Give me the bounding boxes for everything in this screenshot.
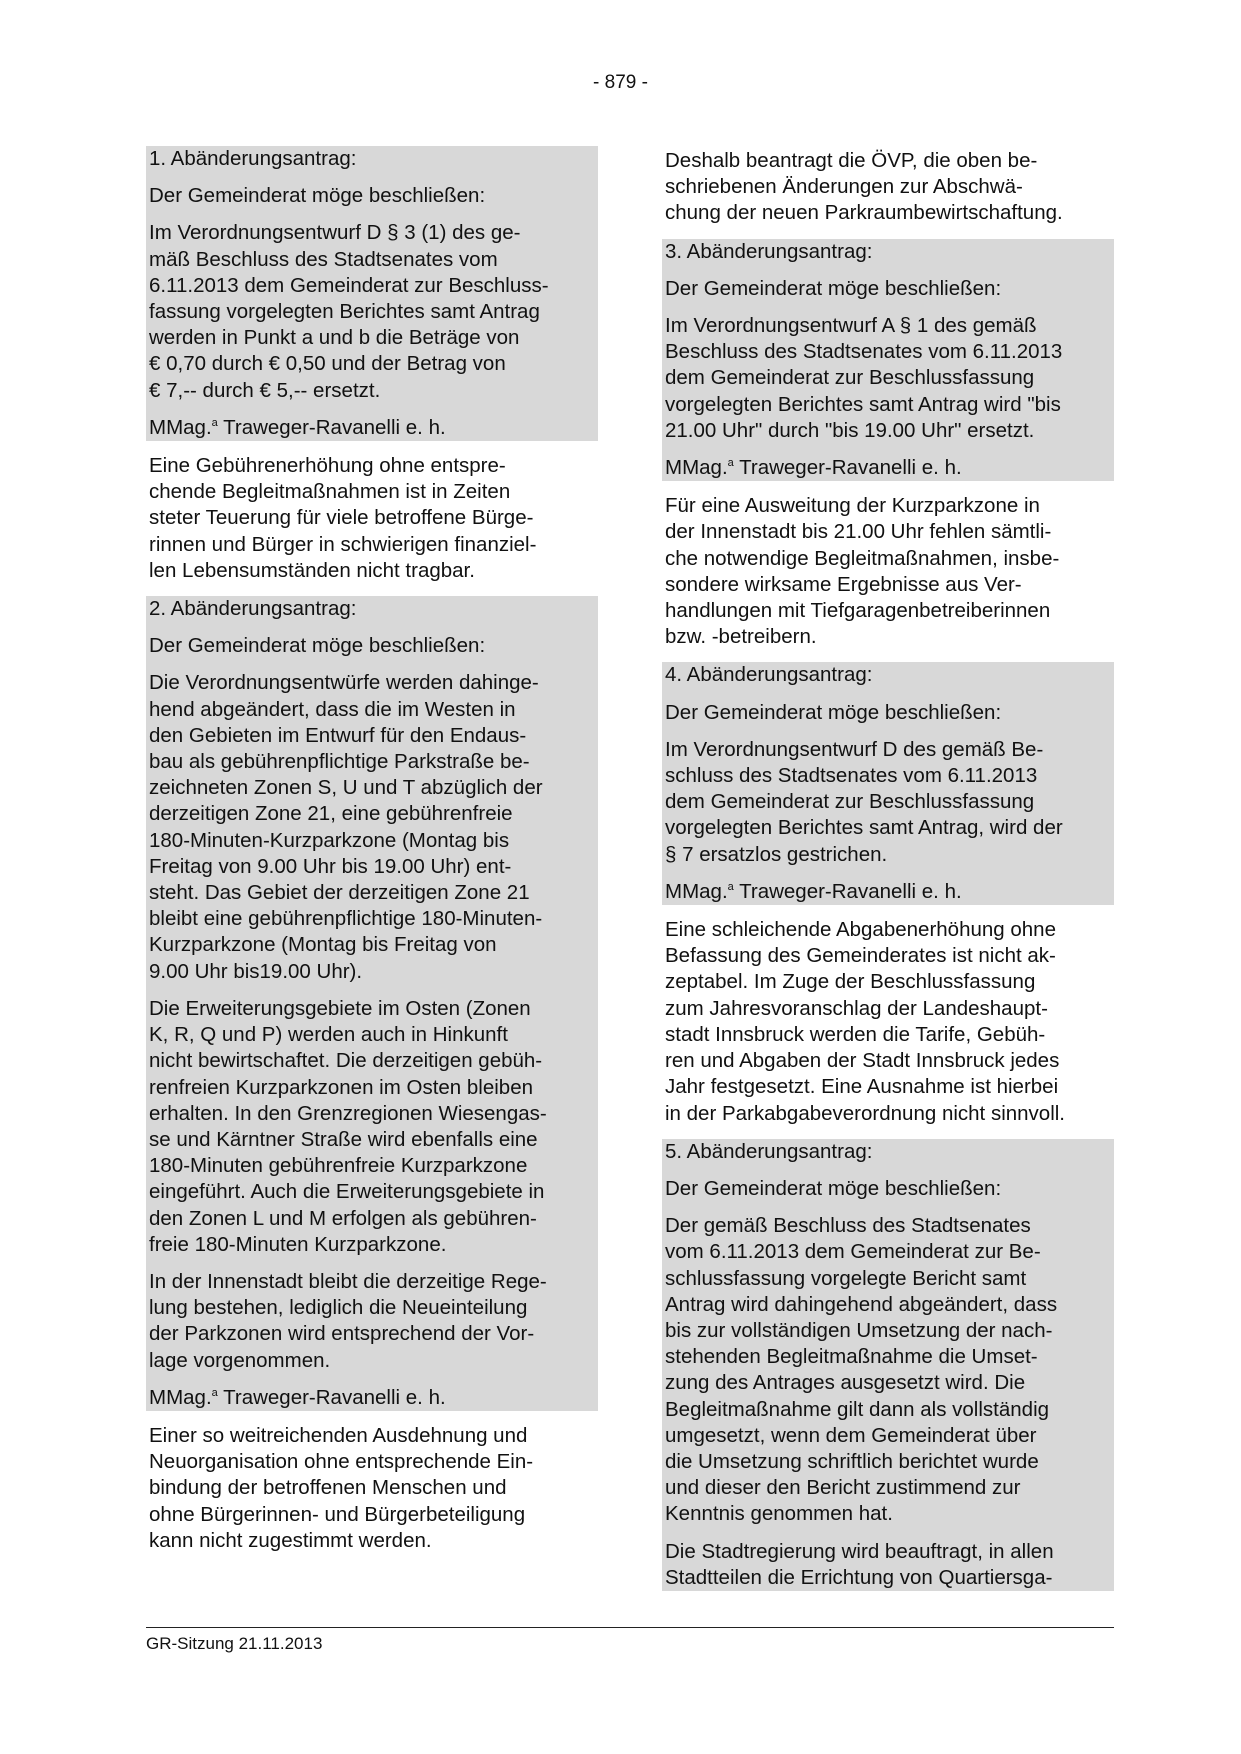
- text-line: zung des Antrages ausgesetzt wird. Die: [665, 1371, 1026, 1395]
- text-line: erhalten. In den Grenzregionen Wiesengas-: [149, 1101, 547, 1125]
- text-line: 9.00 Uhr bis19.00 Uhr).: [149, 959, 363, 983]
- text-line: K, R, Q und P) werden auch in Hinkunft: [149, 1023, 508, 1047]
- text-line: In der Innenstadt bleibt die derzeitige Rege-: [149, 1269, 547, 1293]
- text-line: mäß Beschluss des Stadtsenates vom: [149, 247, 498, 271]
- amendment-3-reason-text: [665, 493, 1111, 650]
- text-line: Deshalb beantragt die ÖVP, die oben be-: [665, 149, 1038, 172]
- text-line: Eine Gebührenerhöhung ohne entspre-: [149, 454, 506, 478]
- text-line: den Gebieten im Entwurf für den Endaus-: [149, 723, 527, 747]
- text-line: stehenden Begleitmaßnahme die Umset-: [665, 1345, 1038, 1369]
- text-line: rinnen und Bürger in schwierigen finanziel-: [149, 532, 537, 556]
- amendment-1-reason: [146, 453, 598, 584]
- amendment-2-title: 2. Abänderungsantrag:: [149, 597, 357, 621]
- amendment-3-reason: [662, 493, 1114, 650]
- text-line: Befassung des Gemeinderates ist nicht ak-: [665, 944, 1056, 968]
- text-line: Die Stadtregierung wird beauftragt, in allen: [665, 1539, 1054, 1563]
- text-line: vom 6.11.2013 dem Gemeinderat zur Be-: [665, 1240, 1041, 1264]
- amendment-3: [662, 239, 1114, 482]
- text-line: schlussfassung vorgelegte Bericht samt: [665, 1266, 1027, 1290]
- amendment-4-reason: [662, 917, 1114, 1127]
- text-line: bis zur vollständigen Umsetzung der nach-: [665, 1318, 1053, 1342]
- amendment-5-intro: Der Gemeinderat möge beschließen:: [665, 1176, 1002, 1200]
- text-line: Einer so weitreichenden Ausdehnung und: [149, 1423, 528, 1447]
- amendment-3-intro: Der Gemeinderat möge beschließen:: [665, 276, 1002, 300]
- text-line: sondere wirksame Ergebnisse aus Ver-: [665, 572, 1022, 596]
- text-line: dem Gemeinderat zur Beschlussfassung: [665, 366, 1035, 390]
- text-line: Jahr festgesetzt. Eine Ausnahme ist hierbei: [665, 1075, 1059, 1099]
- right-intro-text: [665, 148, 1111, 227]
- amendment-5-paragraph-1: [665, 1213, 1111, 1527]
- text-line: fassung vorgelegten Berichtes samt Antrag: [149, 300, 540, 324]
- right-intro: [662, 148, 1114, 227]
- text-line: € 7,-- durch € 5,-- ersetzt.: [149, 378, 381, 402]
- text-line: chung der neuen Parkraumbewirtschaftung.: [665, 201, 1063, 225]
- text-line: Im Verordnungsentwurf D des gemäß Be-: [665, 737, 1044, 761]
- text-line: Neuorganisation ohne entsprechende Ein-: [149, 1450, 534, 1474]
- right-column: [662, 146, 1114, 1591]
- text-line: bzw. -betreibern.: [665, 625, 817, 649]
- text-line: den Zonen L und M erfolgen als gebühren-: [149, 1206, 537, 1230]
- page-number: - 879 -: [593, 72, 648, 93]
- text-line: Begleitmaßnahme gilt dann als vollständig: [665, 1397, 1050, 1421]
- amendment-5: [662, 1139, 1114, 1591]
- amendment-2-reason-text: [149, 1423, 595, 1554]
- text-line: bindung der betroffenen Menschen und: [149, 1476, 507, 1500]
- text-line: eingeführt. Auch die Erweiterungsgebiete in: [149, 1180, 545, 1204]
- text-line: der Innenstadt bis 21.00 Uhr fehlen sämtli-: [665, 520, 1052, 544]
- text-line: ohne Bürgerinnen- und Bürgerbeteiligung: [149, 1502, 526, 1526]
- text-line: Die Verordnungsentwürfe werden dahinge-: [149, 671, 539, 695]
- text-line: Stadtteilen die Errichtung von Quartiersga-: [665, 1565, 1053, 1589]
- amendment-4-title: 4. Abänderungsantrag:: [665, 663, 873, 687]
- text-line: und dieser den Bericht zustimmend zur: [665, 1476, 1021, 1500]
- text-line: € 0,70 durch € 0,50 und der Betrag von: [149, 352, 506, 376]
- text-line: steter Teuerung für viele betroffene Bürge-: [149, 506, 534, 530]
- amendment-4-body: [665, 737, 1111, 868]
- amendment-3-title: 3. Abänderungsantrag:: [665, 239, 873, 263]
- text-line: kann nicht zugestimmt werden.: [149, 1528, 432, 1552]
- text-line: vorgelegten Berichtes samt Antrag wird "bis: [665, 392, 1061, 416]
- text-line: zeichneten Zonen S, U und T abzüglich der: [149, 776, 543, 800]
- amendment-2-reason: [146, 1423, 598, 1554]
- text-line: renfreien Kurzparkzonen im Osten bleiben: [149, 1075, 534, 1099]
- amendment-1-body: [149, 220, 595, 403]
- amendment-2: [146, 596, 598, 1411]
- text-line: Beschluss des Stadtsenates vom 6.11.2013: [665, 340, 1063, 364]
- text-line: steht. Das Gebiet der derzeitigen Zone 21: [149, 881, 530, 905]
- text-line: in der Parkabgabeverordnung nicht sinnvoll.: [665, 1101, 1066, 1125]
- text-line: bau als gebührenpflichtige Parkstraße be-: [149, 750, 530, 774]
- amendment-5-title: 5. Abänderungsantrag:: [665, 1139, 873, 1163]
- text-line: stadt Innsbruck werden die Tarife, Gebüh-: [665, 1022, 1046, 1046]
- text-line: § 7 ersatzlos gestrichen.: [665, 842, 888, 866]
- text-line: ren und Abgaben der Stadt Innsbruck jedes: [665, 1049, 1060, 1073]
- amendment-1-intro: Der Gemeinderat möge beschließen:: [149, 184, 486, 208]
- text-line: 21.00 Uhr" durch "bis 19.00 Uhr" ersetzt.: [665, 418, 1035, 442]
- text-line: se und Kärntner Straße wird ebenfalls eine: [149, 1127, 538, 1151]
- amendment-5-paragraph-2: [665, 1539, 1111, 1591]
- text-line: Im Verordnungsentwurf A § 1 des gemäß: [665, 314, 1037, 338]
- text-line: vorgelegten Berichtes samt Antrag, wird der: [665, 816, 1063, 840]
- text-line: hend abgeändert, dass die im Westen in: [149, 697, 516, 721]
- text-line: dem Gemeinderat zur Beschlussfassung: [665, 790, 1035, 814]
- text-line: bleibt eine gebührenpflichtige 180-Minuten-: [149, 907, 543, 931]
- amendment-2-paragraph-2: [149, 996, 595, 1258]
- text-line: freie 180-Minuten Kurzparkzone.: [149, 1232, 447, 1256]
- text-line: handlungen mit Tiefgaragenbetreiberinnen: [665, 599, 1051, 623]
- amendment-3-body: [665, 313, 1111, 444]
- amendment-3-signature: MMag.$^a$ Traweger-Ravanelli e. h.: [665, 456, 962, 480]
- text-line: die Umsetzung schriftlich berichtet wurde: [665, 1449, 1039, 1473]
- text-line: Kurzparkzone (Montag bis Freitag von: [149, 933, 497, 957]
- text-line: werden in Punkt a und b die Beträge von: [149, 326, 520, 350]
- text-line: lung bestehen, lediglich die Neueinteilung: [149, 1296, 528, 1320]
- text-line: chende Begleitmaßnahmen ist in Zeiten: [149, 480, 511, 504]
- footer-text: GR-Sitzung 21.11.2013: [146, 1634, 323, 1653]
- text-line: 180-Minuten-Kurzparkzone (Montag bis: [149, 828, 510, 852]
- text-line: der Parkzonen wird entsprechend der Vor-: [149, 1322, 535, 1346]
- text-line: nicht bewirtschaftet. Die derzeitigen gebüh-: [149, 1049, 543, 1073]
- amendment-2-intro: Der Gemeinderat möge beschließen:: [149, 634, 486, 658]
- text-line: Für eine Ausweitung der Kurzparkzone in: [665, 494, 1040, 518]
- text-line: Eine schleichende Abgabenerhöhung ohne: [665, 918, 1056, 942]
- amendment-1-reason-text: [149, 453, 595, 584]
- text-line: Der gemäß Beschluss des Stadtsenates: [665, 1214, 1031, 1238]
- amendment-1: [146, 146, 598, 441]
- text-line: Im Verordnungsentwurf D § 3 (1) des ge-: [149, 221, 521, 245]
- text-line: 6.11.2013 dem Gemeinderat zur Beschluss-: [149, 273, 549, 297]
- amendment-4-intro: Der Gemeinderat möge beschließen:: [665, 700, 1002, 724]
- text-line: Die Erweiterungsgebiete im Osten (Zonen: [149, 996, 531, 1020]
- text-line: che notwendige Begleitmaßnahmen, insbe-: [665, 546, 1060, 570]
- left-column: [146, 146, 598, 1554]
- text-line: zeptabel. Im Zuge der Beschlussfassung: [665, 970, 1036, 994]
- amendment-4-reason-text: [665, 917, 1111, 1127]
- text-line: zum Jahresvoranschlag der Landeshaupt-: [665, 996, 1048, 1020]
- text-line: Freitag von 9.00 Uhr bis 19.00 Uhr) ent-: [149, 854, 512, 878]
- amendment-1-title: 1. Abänderungsantrag:: [149, 147, 357, 170]
- text-line: schriebenen Änderungen zur Abschwä-: [665, 175, 1023, 199]
- text-line: schluss des Stadtsenates vom 6.11.2013: [665, 764, 1038, 788]
- amendment-2-paragraph-1: [149, 670, 595, 984]
- amendment-2-signature: MMag.$^a$ Traweger-Ravanelli e. h.: [149, 1385, 446, 1409]
- text-line: lage vorgenommen.: [149, 1348, 331, 1372]
- amendment-2-paragraph-3: [149, 1269, 595, 1374]
- text-line: len Lebensumständen nicht tragbar.: [149, 558, 475, 582]
- footer-divider: [146, 1627, 1114, 1628]
- text-line: umgesetzt, wenn dem Gemeinderat über: [665, 1423, 1037, 1447]
- amendment-4: [662, 662, 1114, 905]
- text-line: Antrag wird dahingehend abgeändert, dass: [665, 1292, 1058, 1316]
- text-line: 180-Minuten gebührenfreie Kurzparkzone: [149, 1154, 528, 1178]
- amendment-1-signature: MMag.$^a$ Traweger-Ravanelli e. h.: [149, 415, 446, 439]
- text-line: derzeitigen Zone 21, eine gebührenfreie: [149, 802, 513, 826]
- amendment-4-signature: MMag.$^a$ Traweger-Ravanelli e. h.: [665, 879, 962, 903]
- text-line: Kenntnis genommen hat.: [665, 1502, 893, 1526]
